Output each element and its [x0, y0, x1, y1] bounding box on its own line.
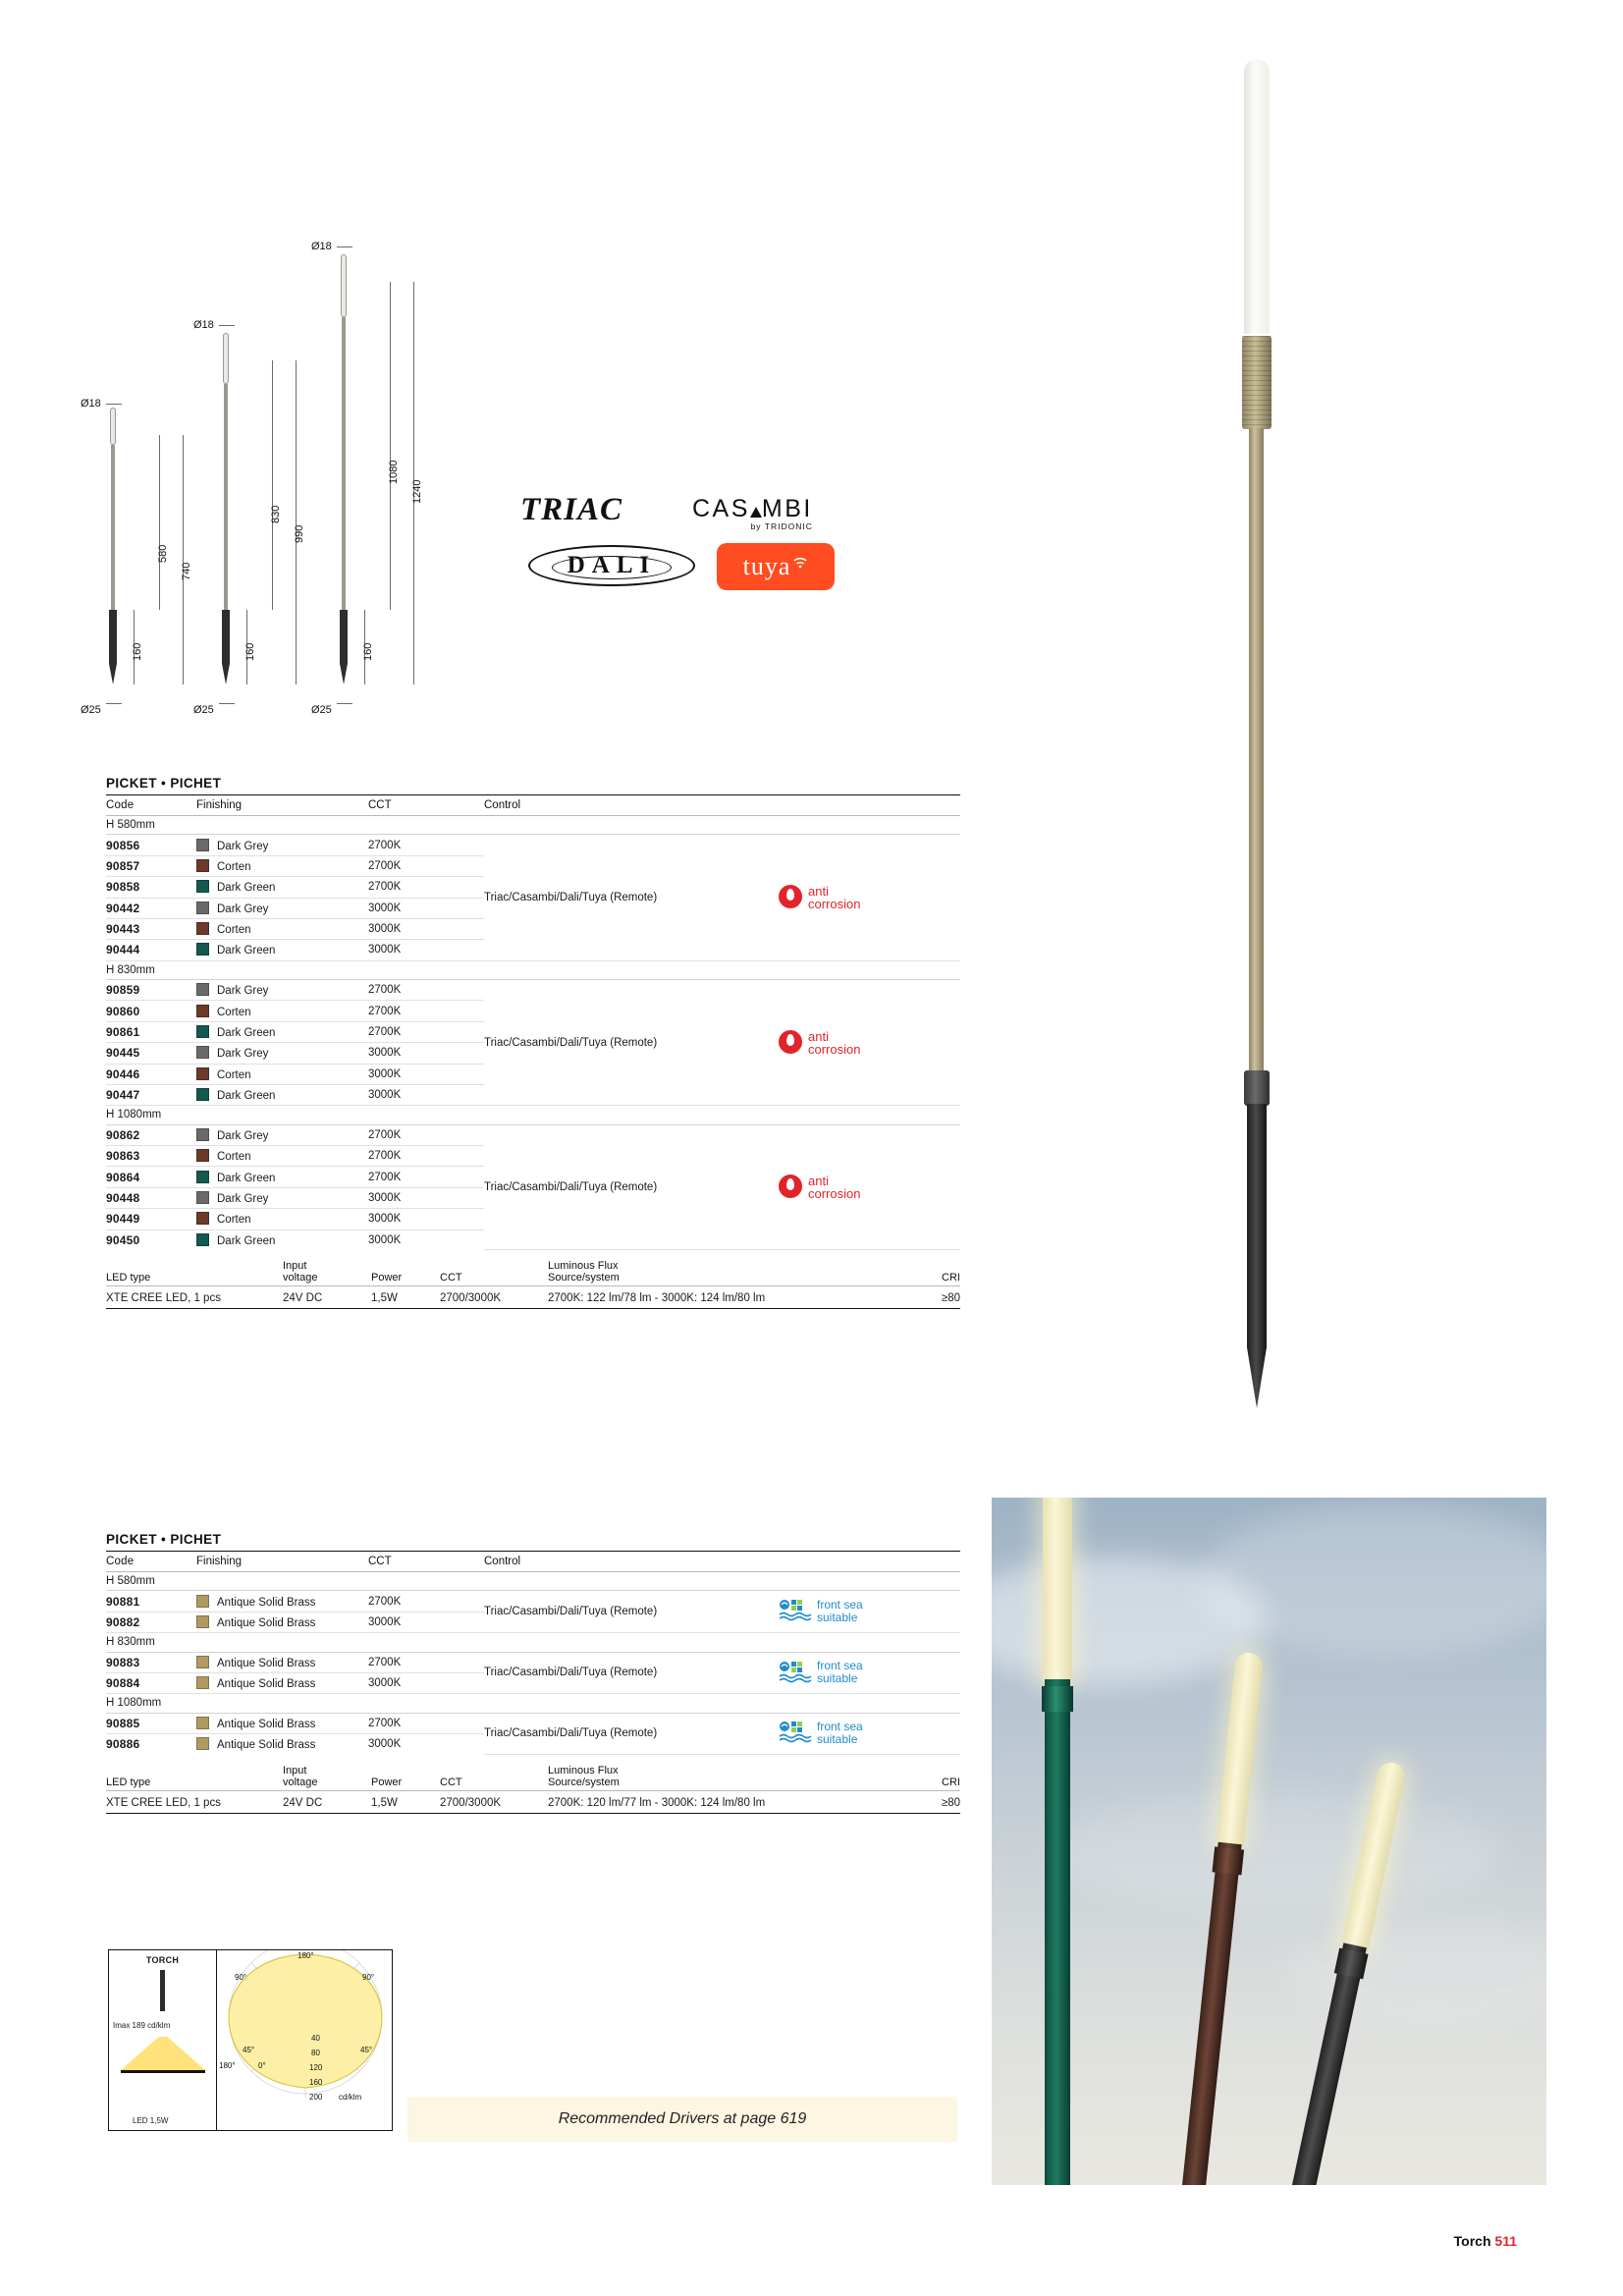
diameter-bottom-label-3: Ø25 [311, 704, 332, 716]
th-code-2: Code [106, 1552, 196, 1572]
color-swatch [196, 1149, 209, 1162]
cell-cct: 3000K [368, 940, 484, 960]
led-table-2 [106, 1763, 960, 1814]
product-diffuser [1244, 59, 1270, 334]
color-swatch [196, 1005, 209, 1017]
cell-code: 90447 [106, 1084, 196, 1105]
product-ground-spike [1247, 1104, 1267, 1408]
anti-corrosion-badge-3 [779, 1124, 960, 1250]
dimension-drawings [81, 241, 550, 716]
color-swatch [196, 1067, 209, 1080]
table-2-title: PICKET • PICHET [106, 1532, 960, 1552]
cell-code: 90886 [106, 1737, 140, 1752]
polar-curve-shape [229, 1954, 382, 2088]
table-row [106, 980, 960, 1001]
product-collar [1244, 1070, 1270, 1106]
torch-diffuser [1043, 1498, 1072, 1684]
cell-control-1: Triac/Casambi/Dali/Tuya (Remote) [484, 835, 779, 960]
footer-product-name: Torch [1453, 2233, 1491, 2249]
badge-line-2: suitable [817, 1732, 858, 1747]
cell-control-5: Triac/Casambi/Dali/Tuya (Remote) [484, 1652, 779, 1694]
finishing-label: Dark Grey [217, 1048, 269, 1061]
badge-line-1: anti [808, 1028, 829, 1044]
anti-corrosion-badge-1 [779, 835, 960, 960]
finishing-label: Dark Grey [217, 902, 269, 915]
cell-code: 90443 [106, 918, 196, 939]
product-pole [1249, 428, 1264, 1076]
table-row [106, 1713, 960, 1733]
cell-finishing [196, 1230, 368, 1250]
cell-code: 90860 [106, 1001, 196, 1021]
cell-control-2: Triac/Casambi/Dali/Tuya (Remote) [484, 980, 779, 1106]
casambi-label-right: MBI [761, 495, 813, 522]
picket-table-2 [106, 1532, 960, 1814]
dim-spike-3: 160 [362, 642, 374, 661]
cell-cct: 3000K [368, 898, 484, 918]
finishing-label: Corten [217, 1068, 251, 1081]
anti-corrosion-badge-2 [779, 980, 960, 1106]
polar-angle-top: 180° [298, 1951, 314, 1960]
color-swatch [196, 1737, 209, 1750]
color-swatch [196, 1676, 209, 1689]
polar-unit: cd/klm [339, 2093, 362, 2102]
finishing-label: Dark Grey [217, 985, 269, 998]
polar-ring-40: 40 [311, 2034, 320, 2043]
cell-code: 90864 [106, 1167, 196, 1187]
torch-dark-green [1043, 1498, 1072, 2185]
cri-value-2: ≥80 [901, 1790, 960, 1813]
finishing-label: Dark Green [217, 1172, 276, 1184]
color-swatch [196, 1656, 209, 1668]
cell-finishing [196, 1209, 368, 1230]
group-label-h580-1: H 580mm [106, 816, 960, 835]
finishing-label: Antique Solid Brass [217, 1657, 316, 1669]
cell-code: 90446 [106, 1064, 196, 1084]
polar-angle-left-up: 90° [235, 1973, 247, 1982]
led-row-2 [106, 1790, 960, 1813]
cell-finishing [196, 877, 368, 898]
cri-value-1: ≥80 [901, 1286, 960, 1309]
table-1-header-row [106, 795, 960, 816]
cct-value-2: 2700/3000K [440, 1790, 548, 1813]
cell-code: 90862 [106, 1124, 196, 1145]
th-badge-1 [779, 795, 960, 816]
recommended-drivers-banner[interactable] [407, 2097, 957, 2142]
color-swatch [196, 1233, 209, 1246]
cell-cct: 2700K [368, 1001, 484, 1021]
color-swatch [196, 1171, 209, 1183]
cell-finishing [196, 1591, 368, 1612]
color-swatch [196, 1046, 209, 1059]
th-flux-line1-1: Luminous Flux [548, 1260, 619, 1273]
dali-label: DALI [567, 552, 657, 578]
polar-angle-45-right: 45° [360, 2046, 373, 2054]
picket-table-1 [106, 776, 960, 1309]
badge-line-1: anti [808, 884, 829, 899]
cell-code: 90883 [106, 1652, 196, 1672]
torch-band [1213, 1846, 1245, 1875]
badge-line-2: corrosion [808, 1041, 861, 1057]
front-sea-badge-2 [779, 1652, 960, 1694]
cell-code: 90448 [106, 1187, 196, 1208]
color-swatch [196, 1212, 209, 1225]
cell-cct: 3000K [368, 1209, 484, 1230]
finishing-label: Dark Green [217, 945, 276, 957]
product-render [1193, 59, 1321, 1414]
cell-finishing [196, 940, 368, 960]
finishing-label: Dark Green [217, 1234, 276, 1247]
cell-finishing [196, 1734, 368, 1755]
photometric-diagram [108, 1949, 393, 2131]
polar-angle-zero: 0° [258, 2061, 266, 2070]
cell-cct: 2700K [368, 1652, 484, 1672]
input-voltage-value-2: 24V DC [283, 1790, 371, 1813]
cell-finishing [196, 1021, 368, 1042]
cell-cct: 3000K [368, 1187, 484, 1208]
cell-cct: 2700K [368, 1591, 484, 1612]
cell-cct: 3000K [368, 1738, 402, 1751]
casambi-label-left: CAS [692, 495, 750, 522]
ground-line [121, 2070, 205, 2073]
cell-finishing [196, 1001, 368, 1021]
led-power-label: LED 1,5W [133, 2116, 169, 2125]
th-cri-2: CRI [901, 1763, 960, 1791]
badge-line-2: corrosion [808, 1186, 861, 1201]
front-sea-badge-1 [779, 1591, 960, 1633]
power-value-2: 1,5W [371, 1790, 440, 1813]
th-cri-1: CRI [901, 1258, 960, 1286]
color-swatch [196, 943, 209, 956]
finishing-label: Antique Solid Brass [217, 1596, 316, 1609]
cell-code: 90861 [106, 1021, 196, 1042]
group-label-h830-1: H 830mm [106, 960, 960, 979]
anti-corrosion-icon [779, 885, 802, 908]
cell-code: 90857 [106, 855, 196, 876]
th-power-1: Power [371, 1258, 440, 1286]
finishing-label: Antique Solid Brass [217, 1718, 316, 1730]
dali-logo [528, 545, 695, 586]
cell-code: 90445 [106, 1043, 196, 1064]
led-type-value-2: XTE CREE LED, 1 pcs [106, 1790, 283, 1813]
front-sea-icon [779, 1599, 812, 1622]
anti-corrosion-icon [779, 1175, 802, 1198]
cell-code: 90449 [106, 1209, 196, 1230]
dim-spike-2: 160 [244, 642, 256, 661]
page-footer [1454, 2233, 1517, 2249]
lifestyle-photo [992, 1498, 1546, 2185]
badge-line-1: front sea [817, 1659, 863, 1673]
th-badge-2 [779, 1552, 960, 1572]
table-row [106, 835, 960, 855]
input-voltage-value-1: 24V DC [283, 1286, 371, 1309]
casambi-sublabel: by TRIDONIC [750, 521, 813, 531]
color-swatch [196, 1025, 209, 1038]
cell-finishing [196, 1124, 368, 1145]
cell-control-6: Triac/Casambi/Dali/Tuya (Remote) [484, 1713, 779, 1754]
table-1 [106, 795, 960, 1250]
color-swatch [196, 1088, 209, 1101]
polar-ring-200: 200 [309, 2093, 323, 2102]
th-flux-line2-1: Source/system [548, 1272, 620, 1285]
dim-total-2: 990 [294, 524, 305, 543]
color-swatch [196, 983, 209, 996]
polar-ring-120: 120 [309, 2063, 323, 2072]
cell-finishing [196, 1187, 368, 1208]
cell-cct: 3000K [368, 1064, 484, 1084]
photometric-title: TORCH [145, 1955, 180, 1965]
color-swatch [196, 922, 209, 935]
cell-cct: 3000K [368, 1672, 484, 1693]
torch-band [1042, 1686, 1073, 1712]
th-finishing-1: Finishing [196, 795, 368, 816]
cell-finishing [196, 1612, 368, 1632]
th-led-type-1: LED type [106, 1258, 283, 1286]
power-value-1: 1,5W [371, 1286, 440, 1309]
color-swatch [196, 1128, 209, 1141]
cell-finishing [196, 898, 368, 918]
finishing-label: Corten [217, 1151, 251, 1164]
th-cct-led-1: CCT [440, 1258, 548, 1286]
photometric-left-panel [109, 1950, 217, 2130]
color-swatch [196, 880, 209, 893]
color-swatch [196, 859, 209, 872]
finishing-label: Antique Solid Brass [217, 1678, 316, 1691]
table-row [106, 1591, 960, 1612]
dim-body-1: 580 [157, 544, 169, 563]
finishing-label: Antique Solid Brass [217, 1616, 316, 1629]
cell-cct: 3000K [368, 1233, 402, 1246]
color-swatch [196, 839, 209, 851]
finishing-label: Corten [217, 860, 251, 873]
badge-line-1: front sea [817, 1720, 863, 1734]
dim-total-3: 1240 [411, 479, 423, 504]
th-code-1: Code [106, 795, 196, 816]
product-textured-ring [1242, 336, 1271, 429]
th-input-1: Input [283, 1260, 307, 1273]
color-swatch [196, 902, 209, 914]
cell-cct: 3000K [368, 1084, 484, 1105]
badge-line-1: front sea [817, 1598, 863, 1613]
casambi-logo [692, 495, 813, 531]
finishing-label: Corten [217, 924, 251, 937]
cell-finishing [196, 855, 368, 876]
cell-cct: 2700K [368, 1713, 484, 1733]
color-swatch [196, 1615, 209, 1628]
cell-finishing [196, 1064, 368, 1084]
th-flux-1 [548, 1258, 901, 1286]
torch-pole [1045, 1679, 1070, 2185]
cell-finishing [196, 1652, 368, 1672]
cell-control-3: Triac/Casambi/Dali/Tuya (Remote) [484, 1124, 779, 1250]
led-table-1 [106, 1258, 960, 1309]
finishing-label: Dark Green [217, 1090, 276, 1103]
cell-code: 90859 [106, 980, 196, 1001]
badge-line-2: suitable [817, 1611, 858, 1625]
cell-code: 90442 [106, 898, 196, 918]
footer-page-number: 511 [1494, 2233, 1517, 2249]
dim-spike-1: 160 [132, 642, 143, 661]
group-label-h830-2: H 830mm [106, 1633, 960, 1652]
cell-cct: 2700K [368, 855, 484, 876]
tuya-logo [717, 543, 835, 590]
cell-cct: 2700K [368, 877, 484, 898]
th-input-voltage-1 [283, 1258, 371, 1286]
finishing-label: Dark Grey [217, 1129, 269, 1142]
badge-line-2: corrosion [808, 897, 861, 911]
cell-finishing [196, 918, 368, 939]
dim-body-2: 830 [270, 505, 282, 523]
cell-code: 90858 [106, 877, 196, 898]
finishing-label: Dark Grey [217, 840, 269, 852]
cell-code: 90444 [106, 940, 196, 960]
drawing-1080 [311, 241, 486, 716]
front-sea-badge-3 [779, 1713, 960, 1754]
color-swatch [196, 1717, 209, 1729]
cct-value-1: 2700/3000K [440, 1286, 548, 1309]
recommended-drivers-text: Recommended Drivers at page 619 [558, 2110, 807, 2127]
finishing-label: Corten [217, 1006, 251, 1018]
polar-diagram [217, 1950, 392, 2130]
polar-ring-160: 160 [309, 2078, 323, 2087]
anti-corrosion-icon [779, 1030, 802, 1054]
th-flux-line1-2: Luminous Flux [548, 1764, 619, 1777]
polar-angle-45-left: 45° [243, 2046, 255, 2054]
diameter-top-label-3: Ø18 [311, 241, 332, 252]
led-type-value-1: XTE CREE LED, 1 pcs [106, 1286, 283, 1309]
tuya-label: tuya [742, 552, 791, 580]
cell-finishing [196, 1167, 368, 1187]
cell-code: 90863 [106, 1146, 196, 1167]
casambi-diamond-icon [750, 507, 762, 518]
cell-cct: 3000K [368, 1612, 484, 1632]
cell-finishing [196, 1146, 368, 1167]
cell-code: 90881 [106, 1591, 196, 1612]
color-swatch [196, 1595, 209, 1608]
light-cone-shape [121, 2037, 205, 2070]
diameter-top-label-2: Ø18 [193, 319, 214, 331]
cell-finishing [196, 1713, 368, 1733]
certification-logos [511, 486, 835, 594]
triac-logo: TRIAC [520, 492, 623, 527]
cell-code: 90884 [106, 1672, 196, 1693]
table-row [106, 1124, 960, 1145]
cell-code: 90882 [106, 1612, 196, 1632]
cell-cct: 3000K [368, 1043, 484, 1064]
led-row-1 [106, 1286, 960, 1309]
group-label-h1080-2: H 1080mm [106, 1694, 960, 1713]
polar-ring-80: 80 [311, 2049, 320, 2057]
cell-finishing [196, 1672, 368, 1693]
flux-value-2: 2700K: 120 lm/77 lm - 3000K: 124 lm/80 lm [548, 1790, 901, 1813]
polar-angle-left-down: 180° [219, 2061, 236, 2070]
cell-cct: 2700K [368, 835, 484, 855]
group-label-h1080-1: H 1080mm [106, 1106, 960, 1124]
dim-body-3: 1080 [388, 460, 400, 484]
front-sea-icon [779, 1661, 812, 1684]
cell-cct: 2700K [368, 1124, 484, 1145]
badge-line-2: suitable [817, 1671, 858, 1686]
table-2-header-row [106, 1552, 960, 1572]
cell-cct: 2700K [368, 1146, 484, 1167]
cell-control-4: Triac/Casambi/Dali/Tuya (Remote) [484, 1591, 779, 1633]
cell-code: 90856 [106, 835, 196, 855]
th-input-voltage-2 [283, 1763, 371, 1791]
finishing-label: Dark Green [217, 1026, 276, 1039]
torch-corten [1178, 1652, 1264, 2185]
th-input-2: Input [283, 1764, 307, 1777]
cell-finishing [196, 1084, 368, 1105]
cell-cct: 3000K [368, 918, 484, 939]
cell-cct: 2700K [368, 1021, 484, 1042]
cell-code: 90450 [106, 1232, 140, 1247]
th-flux-2 [548, 1763, 901, 1791]
th-control-2: Control [484, 1552, 779, 1572]
table-row [106, 1652, 960, 1672]
cell-finishing [196, 835, 368, 855]
cell-code: 90885 [106, 1713, 196, 1733]
th-voltage-2: voltage [283, 1776, 318, 1788]
th-control-1: Control [484, 795, 779, 816]
cell-cct: 2700K [368, 1167, 484, 1187]
cell-cct: 2700K [368, 980, 484, 1001]
finishing-label: Dark Green [217, 882, 276, 895]
badge-line-1: anti [808, 1174, 829, 1188]
color-swatch [196, 1191, 209, 1204]
th-voltage-1: voltage [283, 1272, 318, 1285]
th-cct-1: CCT [368, 795, 484, 816]
finishing-label: Dark Grey [217, 1192, 269, 1205]
cell-finishing [196, 1043, 368, 1064]
th-cct-2: CCT [368, 1552, 484, 1572]
wifi-icon [792, 554, 808, 570]
polar-curve-svg [217, 1950, 394, 2130]
dim-total-1: 740 [181, 562, 192, 580]
diameter-bottom-label-2: Ø25 [193, 704, 214, 716]
th-finishing-2: Finishing [196, 1552, 368, 1572]
th-led-type-2: LED type [106, 1763, 283, 1791]
lamp-icon [160, 1970, 165, 2011]
group-label-h580-2: H 580mm [106, 1572, 960, 1591]
imax-label: Imax 189 cd/klm [113, 2021, 171, 2030]
th-power-2: Power [371, 1763, 440, 1791]
front-sea-icon [779, 1721, 812, 1744]
polar-angle-right-up: 90° [362, 1973, 375, 1982]
finishing-label: Antique Solid Brass [217, 1739, 316, 1752]
table-1-title: PICKET • PICHET [106, 776, 960, 795]
cell-finishing [196, 980, 368, 1001]
th-flux-line2-2: Source/system [548, 1776, 620, 1788]
finishing-label: Corten [217, 1214, 251, 1227]
diameter-bottom-label-1: Ø25 [81, 704, 101, 716]
diameter-top-label-1: Ø18 [81, 398, 101, 410]
th-cct-led-2: CCT [440, 1763, 548, 1791]
flux-value-1: 2700K: 122 lm/78 lm - 3000K: 124 lm/80 lm [548, 1286, 901, 1309]
table-2 [106, 1552, 960, 1755]
